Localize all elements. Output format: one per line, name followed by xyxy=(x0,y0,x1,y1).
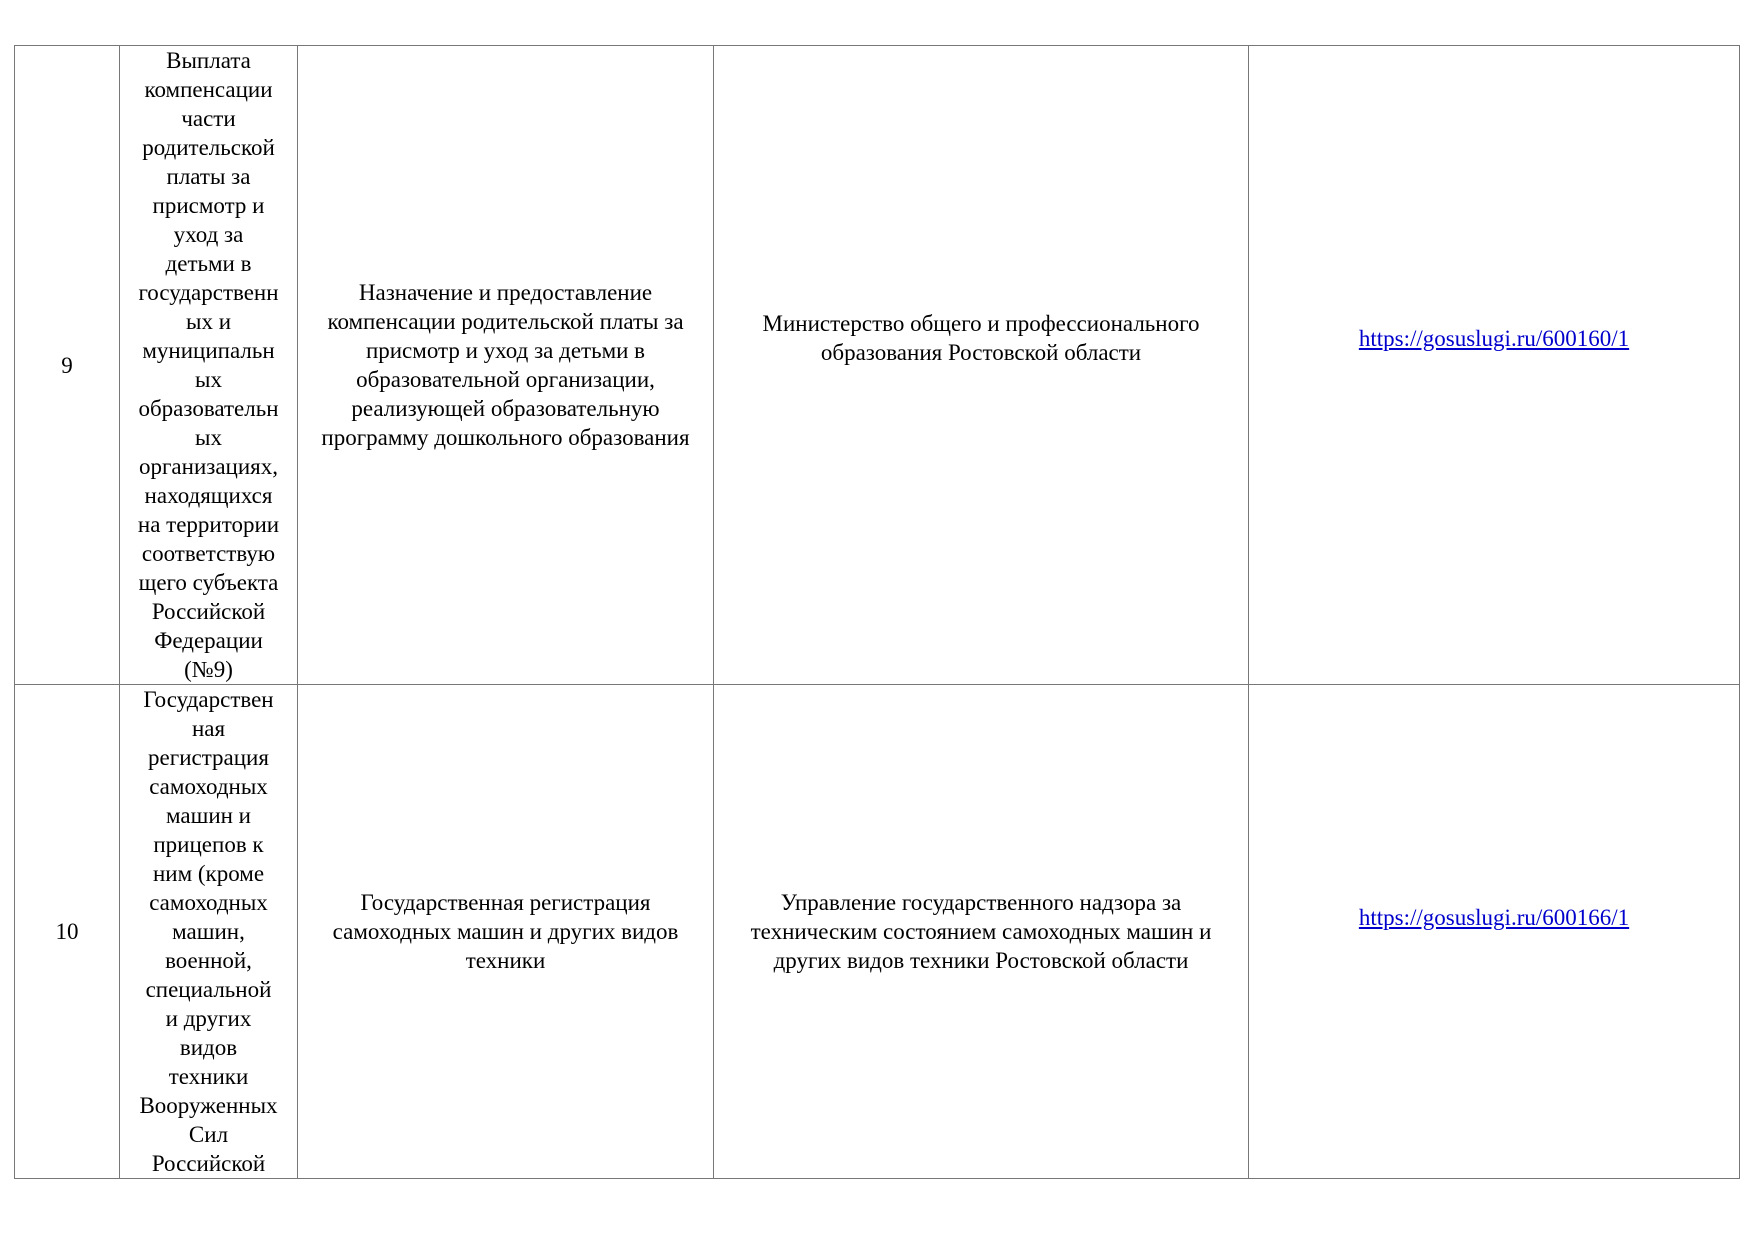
table-row xyxy=(15,46,1740,685)
service-name: Государствен ная регистрация самоходных машин и прицепов к ним (кроме самоходных машин, военной, специальной и других видов техники Вооруженных Сил Российской xyxy=(139,687,278,1176)
link-cell xyxy=(1249,685,1740,1179)
agency-cell xyxy=(714,685,1249,1179)
row-number: 10 xyxy=(55,919,79,944)
service-name-cell xyxy=(120,46,298,685)
row-number: 9 xyxy=(61,352,73,378)
gosuslugi-link[interactable]: https://gosuslugi.ru/600160/1 xyxy=(1358,325,1630,351)
link-cell xyxy=(1249,46,1740,685)
link-wrapper xyxy=(1359,326,1629,351)
service-description: Назначение и предоставление компенсации родительской платы за присмотр и уход за детьми в образовательной организации, реализующей образовательную программу дошкольного образования xyxy=(321,280,690,450)
row-number-cell xyxy=(15,685,120,1179)
service-description: Государственная регистрация самоходных машин и других видов техники xyxy=(332,890,679,973)
agency-name: Министерство общего и профессионального образования Ростовской области xyxy=(762,311,1200,365)
table-row xyxy=(15,685,1740,1179)
service-description-cell xyxy=(298,685,714,1179)
gosuslugi-link[interactable]: https://gosuslugi.ru/600166/1 xyxy=(1358,905,1630,930)
service-description-cell xyxy=(298,46,714,685)
service-name-cell xyxy=(120,685,298,1179)
row-number-cell xyxy=(15,46,120,685)
link-wrapper xyxy=(1359,905,1629,930)
service-name: Выплата компенсации части родительской платы за присмотр и уход за детьми в государственн ых и муниципальн ых образовательн ых организациях, находящихся на территории соответствую щего субъекта Российской Федерации (№9) xyxy=(137,48,280,682)
agency-name: Управление государственного надзора за техническим состоянием самоходных машин и других видов техники Ростовской области xyxy=(750,890,1212,973)
services-table xyxy=(14,45,1740,1179)
agency-cell xyxy=(714,46,1249,685)
